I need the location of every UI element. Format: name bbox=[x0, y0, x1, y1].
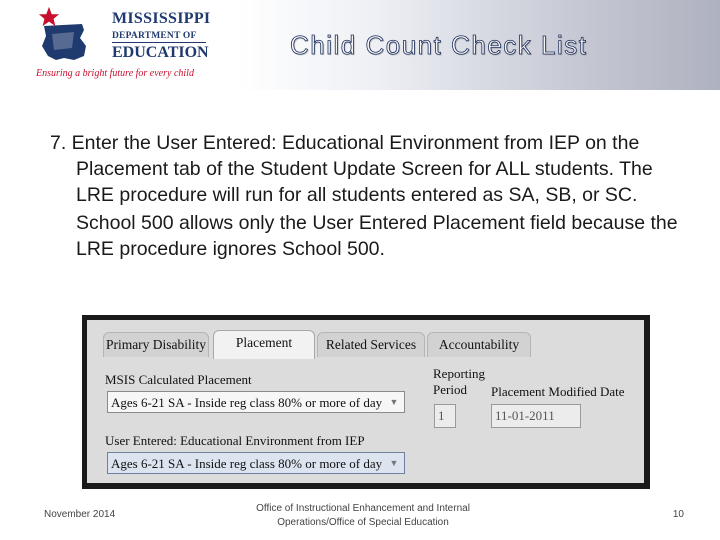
tab-accountability[interactable]: Accountability bbox=[427, 332, 531, 357]
dropdown-arrow-icon[interactable]: ▼ bbox=[389, 397, 399, 407]
logo-tagline: Ensuring a bright future for every child bbox=[36, 68, 194, 79]
placement-modified-date-label: Placement Modified Date bbox=[491, 384, 625, 399]
reporting-period-label: Reporting Period bbox=[433, 366, 485, 397]
body-text bbox=[50, 130, 690, 262]
page-number: 10 bbox=[672, 509, 684, 520]
footer-office bbox=[232, 502, 494, 530]
tab-primary-disability[interactable]: Primary Disability bbox=[103, 332, 209, 357]
dropdown-arrow-icon[interactable]: ▼ bbox=[389, 458, 399, 468]
screenshot-panel bbox=[87, 320, 644, 483]
logo-line-3: EDUCATION bbox=[112, 44, 209, 61]
user-entered-environment-label: User Entered: Educational Environment from IEP bbox=[105, 433, 365, 448]
msis-placement-value: Ages 6-21 SA - Inside reg class 80% or more of day bbox=[111, 395, 383, 410]
tab-related-services[interactable]: Related Services bbox=[317, 332, 425, 357]
header-banner bbox=[0, 0, 720, 90]
user-entered-environment-select[interactable] bbox=[107, 452, 405, 474]
checklist-item-7: 7. Enter the User Entered: Educational Environment from IEP on the Placement tab of the Student Update Screen for ALL students. The LRE procedure will run for all students entered as SA, SB, or SC. bbox=[50, 132, 653, 206]
footer-date: November 2014 bbox=[44, 509, 116, 520]
logo-line-2: DEPARTMENT OF bbox=[112, 31, 197, 41]
reporting-period-field[interactable]: 1 bbox=[434, 404, 456, 428]
msis-placement-label: MSIS Calculated Placement bbox=[105, 372, 252, 387]
tab-placement[interactable]: Placement bbox=[213, 330, 315, 359]
mde-logo bbox=[34, 4, 214, 86]
placement-modified-date-field[interactable]: 11-01-2011 bbox=[491, 404, 581, 428]
star-icon bbox=[38, 6, 60, 28]
slide-title: Child Count Check List bbox=[290, 30, 588, 60]
user-entered-environment-value: Ages 6-21 SA - Inside reg class 80% or more of day bbox=[111, 456, 383, 471]
msis-placement-select[interactable] bbox=[107, 391, 405, 413]
school-500-note: School 500 allows only the User Entered Placement field because the LRE procedure ignores School 500. bbox=[76, 212, 678, 260]
placement-tab-screenshot bbox=[82, 315, 650, 489]
footer-office-line-1: Office of Instructional Enhancement and Internal bbox=[256, 503, 470, 514]
footer-office-line-2: Operations/Office of Special Education bbox=[277, 517, 449, 528]
logo-line-1: MISSISSIPPI bbox=[112, 10, 211, 27]
logo-rule bbox=[112, 42, 206, 43]
